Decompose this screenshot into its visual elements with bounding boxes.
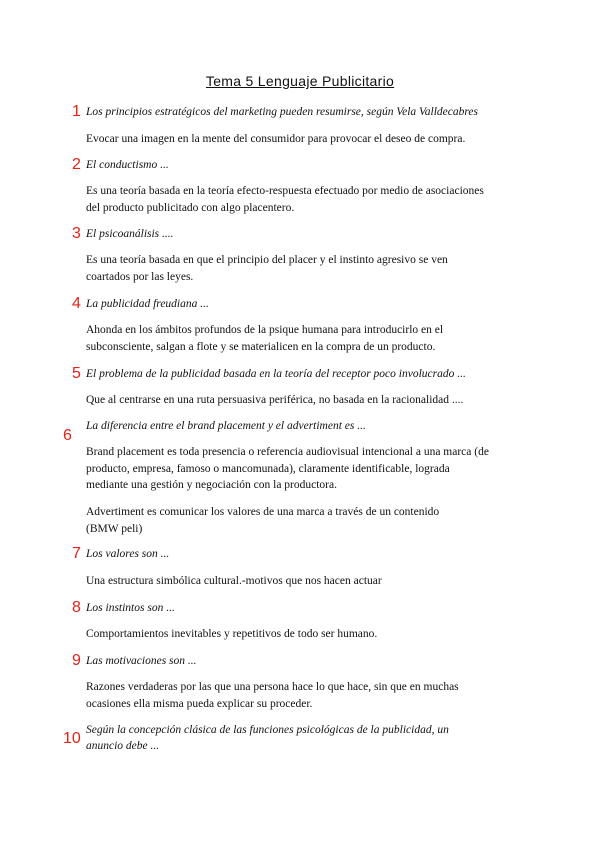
question-number: 2 xyxy=(72,156,81,173)
answer-text: Evocar una imagen en la mente del consumidor para provocar el deseo de compra. xyxy=(86,133,466,145)
question-text: El psicoanálisis .... xyxy=(86,228,174,240)
answer-text: Es una teoría basada en la teoría efecto-respuesta efectuado por medio de asociaciones del producto publicitado con algo placentero. xyxy=(86,185,484,214)
question-number: 4 xyxy=(72,295,81,312)
page-title: Tema 5 Lenguaje Publicitario xyxy=(205,73,395,89)
question-number: 1 xyxy=(72,103,81,120)
answer-text: Comportamientos inevitables y repetitivos de todo ser humano. xyxy=(86,628,378,640)
answer-text-secondary: Advertiment es comunicar los valores de una marca a través de un contenido (BMW peli) xyxy=(86,506,440,535)
question-number: 8 xyxy=(72,599,81,616)
question-text: El problema de la publicidad basada en la teoría del receptor poco involucrado ... xyxy=(86,368,466,380)
question-text: La publicidad freudiana ... xyxy=(86,298,209,310)
answer-text: Una estructura simbólica cultural.-motivos que nos hacen actuar xyxy=(86,575,382,587)
question-text: Según la concepción clásica de las funciones psicológicas de la publicidad, un anuncio debe ... xyxy=(86,724,449,752)
answer-text: Es una teoría basada en que el principio del placer y el instinto agresivo se ven coartados por las leyes. xyxy=(86,254,448,283)
question-number: 9 xyxy=(72,652,81,669)
answer-text: Razones verdaderas por las que una persona hace lo que hace, sin que en muchas ocasiones ella misma pueda explicar su proceder. xyxy=(86,681,459,710)
question-text: Los instintos son ... xyxy=(86,602,175,614)
answer-text: Ahonda en los ámbitos profundos de la psique humana para introducirlo en el subconsciente, salgan a flote y se materialicen en la compra de un producto. xyxy=(86,324,444,353)
question-number: 3 xyxy=(72,225,81,242)
question-number: 5 xyxy=(72,365,81,382)
question-text: Los valores son ... xyxy=(86,548,170,560)
question-text: Los principios estratégicos del marketing pueden resumirse, según Vela Valldecabres xyxy=(86,106,479,118)
question-text: El conductismo ... xyxy=(86,159,169,171)
answer-text: Brand placement es toda presencia o referencia audiovisual intencional a una marca (de producto, empresa, famoso o mancomunada), claramente identificable, lograda mediante una gestión y negociación con la productora. xyxy=(86,446,489,491)
answer-text: Que al centrarse en una ruta persuasiva periférica, no basada en la racionalidad .... xyxy=(86,394,464,406)
question-number: 10 xyxy=(63,730,81,747)
question-number: 7 xyxy=(72,545,81,562)
question-text: La diferencia entre el brand placement y el advertiment es ... xyxy=(86,420,366,432)
question-number: 6 xyxy=(63,427,72,444)
question-text: Las motivaciones son ... xyxy=(86,655,197,667)
